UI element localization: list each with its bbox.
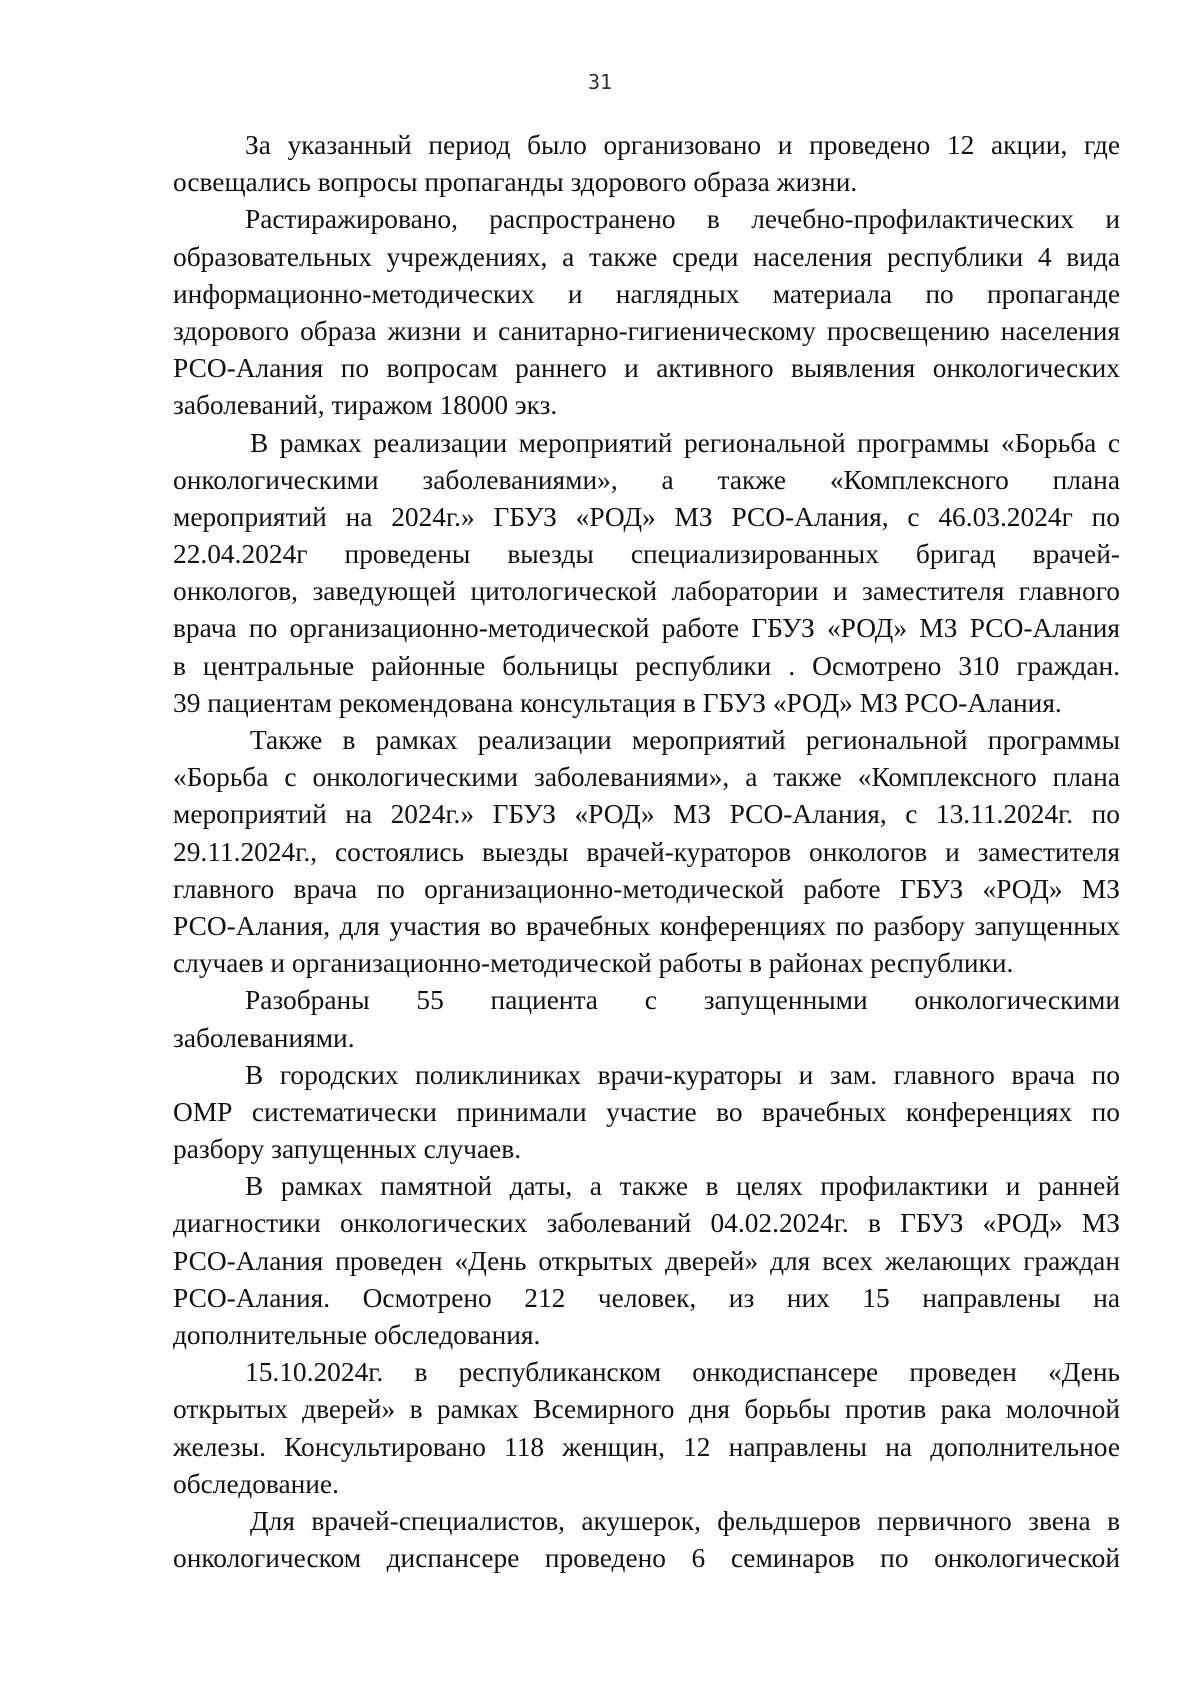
paragraph-line: информационно-методических и наглядных материала по пропаганде [173, 278, 1120, 309]
paragraph [173, 127, 1120, 201]
paragraph-line: дополнительные обследования. [173, 1320, 541, 1350]
paragraph-line: освещались вопросы пропаганды здорового образа жизни. [173, 167, 858, 198]
paragraph-line: заболеваний, тиражом 18000 экз. [173, 390, 558, 421]
paragraph [173, 722, 1120, 982]
paragraph [173, 1057, 1120, 1169]
paragraph-line: здорового образа жизни и санитарно-гигиеническому просвещению населения [173, 315, 1120, 346]
paragraph-line: 22.04.2024г проведены выезды специализированных бригад врачей- [173, 539, 1120, 570]
paragraph-line: врача по организационно-методической работе ГБУЗ «РОД» МЗ РСО-Алания [173, 613, 1120, 644]
paragraph-line: Растиражировано, распространено в лечебно-профилактических и [245, 204, 1120, 235]
paragraph-line: В рамках реализации мероприятий региональной программы «Борьба с [250, 427, 1120, 458]
paragraph [173, 1354, 1120, 1503]
paragraph-line: РСО-Алания по вопросам раннего и активного выявления онкологических [173, 353, 1120, 384]
paragraph-line: Также в рамках реализации мероприятий региональной программы [250, 725, 1120, 755]
paragraph-line: случаев и организационно-методической работы в районах республики. [173, 948, 1014, 979]
paragraph-line: открытых дверей» в рамках Всемирного дня борьбы против рака молочной [173, 1394, 1120, 1425]
paragraph-line: В рамках памятной даты, а также в целях профилактики и ранней [245, 1171, 1120, 1202]
paragraph-line: «Борьба с онкологическими заболеваниями», а также «Комплексного плана [173, 762, 1120, 793]
paragraph-line: диагностики онкологических заболеваний 04.02.2024г. в ГБУЗ «РОД» МЗ [173, 1208, 1120, 1239]
paragraph-line: За указанный период было организовано и проведено 12 акции, где [245, 130, 1120, 160]
paragraph-line: онкологов, заведующей цитологической лаборатории и заместителя главного [173, 576, 1120, 607]
page-number: 31 [587, 70, 613, 94]
paragraph-line: Для врачей-специалистов, акушерок, фельдшеров первичного звена в [250, 1505, 1120, 1536]
paragraph-line: мероприятий на 2024г.» ГБУЗ «РОД» МЗ РСО-Алания, с 46.03.2024г по [173, 501, 1120, 532]
paragraph-line: главного врача по организационно-методической работе ГБУЗ «РОД» МЗ [173, 873, 1120, 904]
paragraph-line: РСО-Алания, для участия во врачебных конференциях по разбору запущенных [173, 910, 1120, 941]
paragraph-line: мероприятий на 2024г.» ГБУЗ «РОД» МЗ РСО-Алания, с 13.11.2024г. по [173, 799, 1120, 830]
paragraph-line: образовательных учреждениях, а также среди населения республики 4 вида [173, 241, 1120, 272]
paragraph-line: онкологическими заболеваниями», а также «Комплексного плана [173, 464, 1120, 495]
paragraph-line: обследование. [173, 1468, 339, 1499]
paragraph-line: заболеваниями. [173, 1022, 355, 1053]
document-body [173, 127, 1120, 1577]
paragraph-line: 15.10.2024г. в республиканском онкодиспансере проведен «День [245, 1357, 1120, 1388]
paragraph-line: РСО-Алания. Осмотрено 212 человек, из них 15 направлены на [173, 1282, 1120, 1313]
paragraph-line: РСО-Алания проведен «День открытых дверей» для всех желающих граждан [173, 1245, 1120, 1276]
paragraph-line: В городских поликлиниках врачи-кураторы и зам. главного врача по [245, 1059, 1120, 1090]
paragraph-line: железы. Консультировано 118 женщин, 12 направлены на дополнительное [173, 1431, 1120, 1462]
paragraph-line: онкологическом диспансере проведено 6 семинаров по онкологической [173, 1543, 1120, 1574]
paragraph [173, 982, 1120, 1056]
paragraph-line: в центральные районные больницы республики . Осмотрено 310 граждан. [173, 650, 1120, 681]
paragraph [173, 1168, 1120, 1354]
paragraph-line: ОМР систематически принимали участие во врачебных конференциях по [173, 1096, 1120, 1127]
paragraph [173, 1503, 1120, 1577]
paragraph-line: 29.11.2024г., состоялись выезды врачей-кураторов онкологов и заместителя [173, 836, 1120, 867]
paragraph [173, 425, 1120, 723]
paragraph-line: Разобраны 55 пациента с запущенными онкологическими [245, 985, 1120, 1016]
paragraph [173, 201, 1120, 424]
paragraph-line: разбору запущенных случаев. [173, 1134, 522, 1165]
paragraph-line: 39 пациентам рекомендована консультация в ГБУЗ «РОД» МЗ РСО-Алания. [173, 687, 1062, 718]
